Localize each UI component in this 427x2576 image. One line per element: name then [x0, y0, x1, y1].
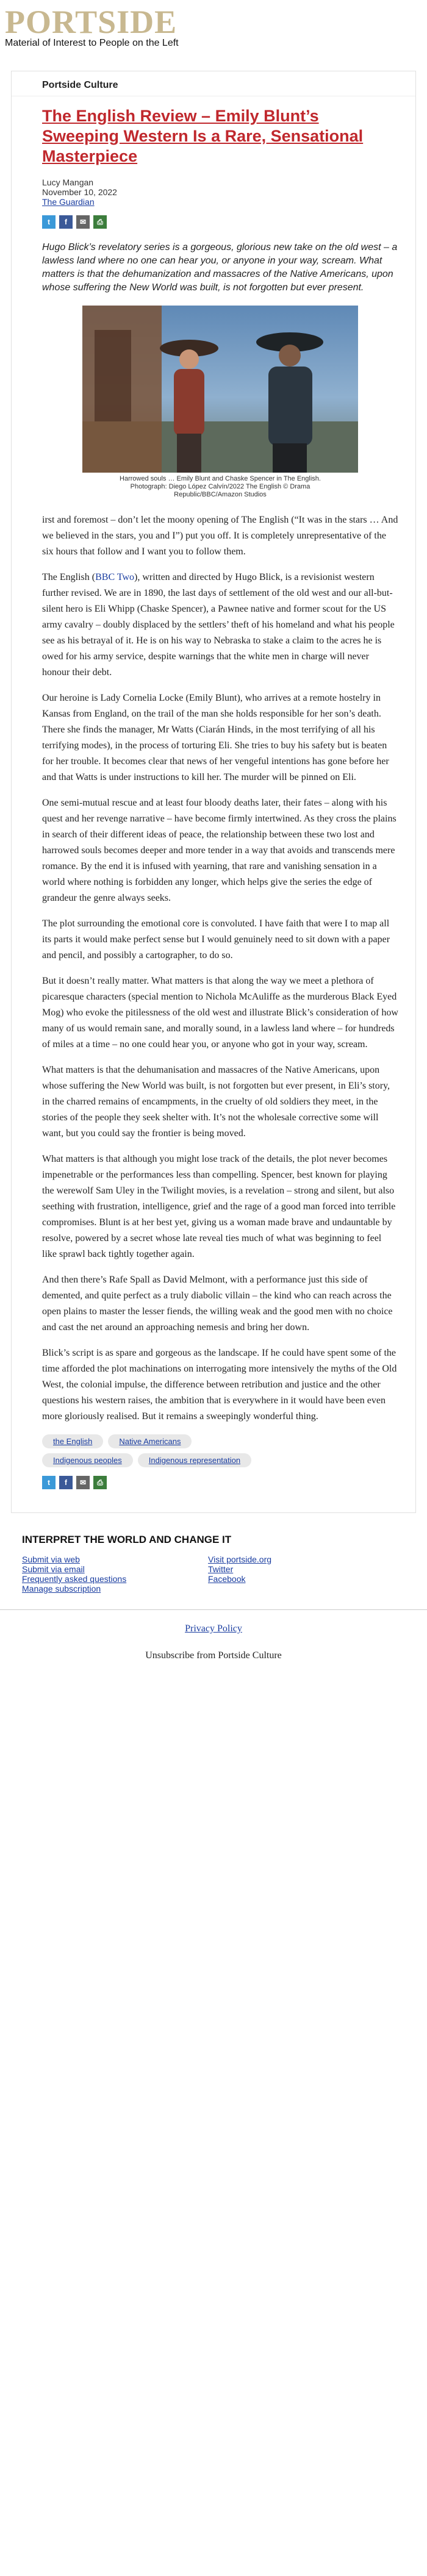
bbc-two-link[interactable]: BBC Two	[95, 572, 135, 582]
paragraph-8: What matters is that although you might lose track of the details, the plot never becomes impenetrable or the performances less than compelling. Spencer, best known for playing the werewolf Sam Uley in the Twilight movies, is a revelation – strong and silent, but also seething with frustration, intelligence, grief and the rage of a good man forced into terrible compromises. Blunt is at her best yet, giving us a woman made brave and undauntable by resolve, powered by a secret whose late reveal ties much of what was beginning to feel like sprawl back tightly together again.	[42, 1154, 396, 1259]
paragraph-5: The plot surrounding the emotional core is convoluted. I have faith that were I to map all its parts it would make perfect sense but I would genuinely need to sit down with a paper and pencil, and possibly a cartographer, to do so.	[42, 918, 390, 961]
article-figure	[42, 306, 398, 499]
paragraph-3: Our heroine is Lady Cornelia Locke (Emily Blunt), who arrives at a remote hostelry in Kansas from England, on the trail of the man she holds responsible for her son’s death. There she finds the manager, Mr Watts (Ciarán Hinds, in the most terrifying of all his terrifying modes), in the process of torturing Eli. She tries to buy his safety but is beaten for her trouble. It becomes clear that news of her vengeful intentions has gone before her and that Watts is under instructions to kill her. The murder will be pinned on Eli.	[42, 693, 389, 782]
paragraph-6: But it doesn’t really matter. What matters is that along the way we meet a plethora of picaresque characters (special mention to Nichola McAuliffe as the murderous Black Eyed Mog) who evoke the pitilessness of the old west and illustrate Blick’s consideration of how many of us would remain sane, and morally sound, in a lawless land where – for hundreds of miles at a time – no one could hear you, or anyone who got in your way, scream.	[42, 976, 398, 1050]
submit-web-link[interactable]: Submit via web	[22, 1555, 80, 1564]
tag-native-americans[interactable]: Native Americans	[108, 1434, 192, 1448]
twitter-share-icon[interactable]: t	[42, 215, 56, 229]
paragraph-10: Blick’s script is as spare and gorgeous as the landscape. If he could have spent some of the time afforded the plot machinations on interrogating more intensively the myths of the Old West, the colonial impulse, the difference between retribution and justice and the other questions his western raises, the ambition that is everywhere in it would have been even more gloriously realised. But it remains a sweepingly wonderful thing.	[42, 1348, 397, 1422]
portside-logo[interactable]: PORTSIDE	[5, 4, 178, 40]
author: Lucy Mangan	[42, 177, 94, 187]
faq-link[interactable]: Frequently asked questions	[22, 1574, 127, 1584]
facebook-share-icon[interactable]: f	[59, 215, 73, 229]
paragraph-2-start: The English (	[42, 572, 96, 582]
manage-subscription-link[interactable]: Manage subscription	[22, 1584, 101, 1594]
tag-indigenous-peoples[interactable]: Indigenous peoples	[42, 1453, 133, 1467]
photo-caption: Harrowed souls … Emily Blunt and Chaske Spencer in The English. Photograph: Diego López Calvín/2022 The English © Drama Republic/BBC/Amazon Studios	[120, 475, 321, 498]
print-icon[interactable]: ⎙	[93, 1476, 107, 1489]
section-label: Portside Culture	[12, 71, 415, 96]
tag-indigenous-representation[interactable]: Indigenous representation	[138, 1453, 251, 1467]
footer-bottom	[0, 1610, 427, 1661]
byline	[42, 177, 398, 207]
tagline: Material of Interest to People on the Left	[5, 38, 179, 48]
submit-email-link[interactable]: Submit via email	[22, 1564, 85, 1574]
facebook-link[interactable]: Facebook	[208, 1574, 246, 1584]
footer-links	[22, 1555, 405, 1594]
twitter-link[interactable]: Twitter	[208, 1564, 234, 1574]
paragraph-7: What matters is that the dehumanisation and massacres of the Native Americans, upon whose suffering the New World was built, is not forgotten but ever present, in Eli’s story, in the charred remains of encampments, in the cruelty of old soldiers they meet, in the stories of the people they seek shelter with. It’s not the wholesale corrective some will want, but you could say the frontier is being moved.	[42, 1065, 390, 1139]
source-link[interactable]: The Guardian	[42, 197, 95, 207]
tag-the-english[interactable]: the English	[42, 1434, 103, 1448]
facebook-share-icon[interactable]: f	[59, 1476, 73, 1489]
unsubscribe-text[interactable]: Unsubscribe from Portside Culture	[145, 1650, 282, 1661]
article-lede: Hugo Blick’s revelatory series is a gorgeous, glorious new take on the old west – a lawless land where no one can hear you, or anyone in your way, scream. What matters is that the dehumanization and massacres of the Native Americans, upon whose suffering the New World was built, is not forgotten but ever present.	[42, 242, 398, 293]
visit-portside-link[interactable]: Visit portside.org	[208, 1555, 272, 1564]
share-bar-top	[42, 215, 398, 229]
print-icon[interactable]: ⎙	[93, 215, 107, 229]
footer-title: INTERPRET THE WORLD AND CHANGE IT	[22, 1534, 232, 1545]
privacy-policy-link[interactable]: Privacy Policy	[185, 1623, 242, 1634]
article-photo	[82, 306, 358, 473]
article-title[interactable]: The English Review – Emily Blunt’s Sweeping Western Is a Rare, Sensational Masterpiece	[42, 107, 364, 165]
tag-list	[42, 1434, 274, 1467]
paragraph-1: irst and foremost – don’t let the moony opening of The English (“It was in the stars … And we believed in the stars, you and I”) put you off. It is completely unrepresentative of the six hours that follow and I want you to follow them.	[42, 515, 398, 557]
paragraph-9: And then there’s Rafe Spall as David Melmont, with a performance just this side of demented, and quite perfect as a truly diabolic villain – the kind who can reach across the open plains to master the lesser fiends, the willing weak and the good men with no choice and cast the net around an approaching nemesis and bring her down.	[42, 1275, 393, 1333]
email-share-icon[interactable]: ✉	[76, 1476, 90, 1489]
paragraph-2-rest: ), written and directed by Hugo Blick, is a revisionist western further revised. We are in 1890, the last days of settlement of the old west and our all-but-silent hero is Eli Whipp (Chaske Spencer), a Pawnee native and former scout for the US army cavalry – doubly displaced by the settlers’ theft of his homeland and what his people see as his betrayal of it. He is on his way to Nebraska to stake a claim to the acres he is owed for his army service, despite warnings that the white men in charge will never honour their debt.	[42, 572, 395, 678]
article-card	[11, 71, 416, 1513]
footer	[11, 1513, 416, 1594]
paragraph-2	[42, 570, 398, 681]
footer-left-column	[22, 1555, 208, 1594]
twitter-share-icon[interactable]: t	[42, 1476, 56, 1489]
masthead	[0, 0, 427, 55]
publish-date: November 10, 2022	[42, 187, 117, 197]
footer-right-column	[208, 1555, 394, 1594]
paragraph-4: One semi-mutual rescue and at least four bloody deaths later, their fates – along with his quest and her revenge narrative – have become firmly intertwined. As they cross the plains in search of their different ideas of peace, the relationship between these two lost and harrowed souls becomes deeper and more tender in a way that avoids and transcends mere romance. By the end it is infused with yearning, that rare and vanishing sensation in a world where nothing is forbidden any longer, which helps give the series the edge of grandeur the genre always seeks.	[42, 798, 396, 903]
share-bar-bottom	[42, 1476, 398, 1489]
email-share-icon[interactable]: ✉	[76, 215, 90, 229]
